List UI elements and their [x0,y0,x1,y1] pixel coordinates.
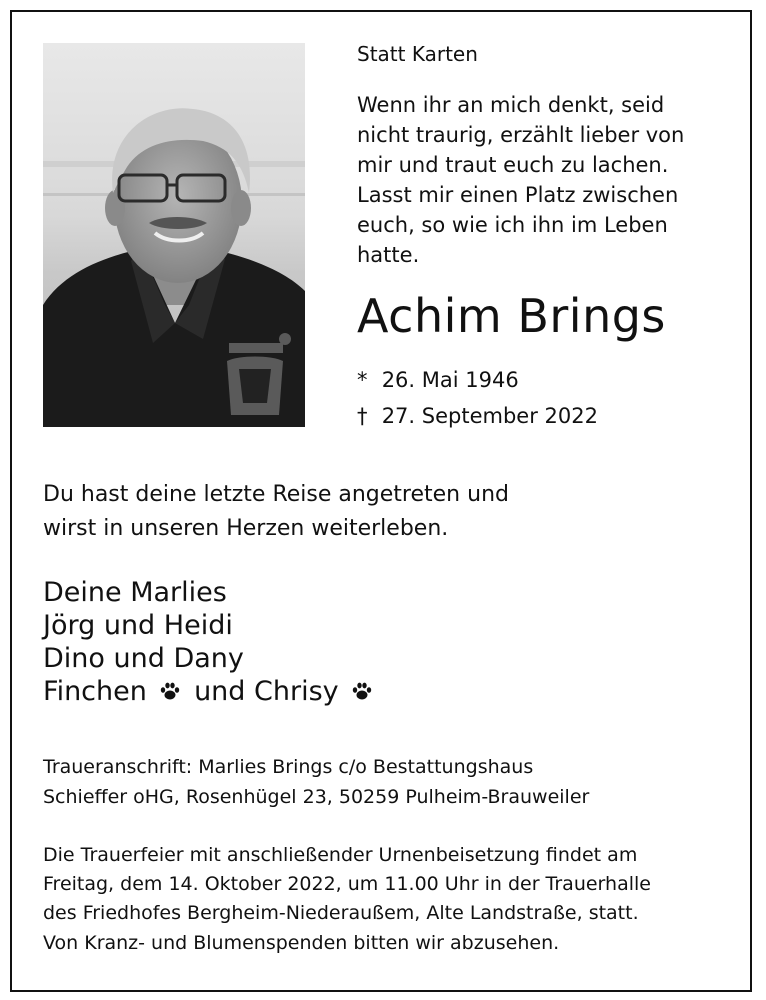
death-symbol: † [357,404,368,428]
wreath-note: Von Kranz- und Blumenspenden bitten wir abzusehen. [43,932,560,954]
birth-date-line [357,366,519,394]
mourner-line: Jörg und Heidi [43,610,233,641]
birth-date: 26. Mai 1946 [381,368,519,392]
mourning-address: Traueranschrift: Marlies Brings c/o Bestattungshaus Schieffer oHG, Rosenhügel 23, 50259 Pulheim-Brauweiler [43,756,590,808]
paw-print-icon [351,680,373,702]
portrait-photo [43,43,305,427]
death-date-line [357,402,598,430]
memorial-poem: Wenn ihr an mich denkt, seid nicht traurig, erzählt lieber von mir und traut euch zu lachen. Lasst mir einen Platz zwischen euch, so wie ich ihn im Leben hatte. [357,93,685,267]
service-info: Die Trauerfeier mit anschließender Urnenbeisetzung findet am Freitag, dem 14. Oktober 2022, um 11.00 Uhr in der Trauerhalle des Friedhofes Bergheim-Niederaußem, Alte Landstraße, statt. [43,844,651,924]
mourners-list [43,576,377,708]
birth-symbol: * [357,368,368,392]
header-note: Statt Karten [357,42,478,66]
farewell-text: Du hast deine letzte Reise angetreten und wirst in unseren Herzen weiterleben. [43,482,509,541]
mourner-line: Deine Marlies [43,577,227,608]
mourner-line: Dino und Dany [43,643,244,674]
mourner-line-pets [43,675,377,708]
deceased-name: Achim Brings [357,289,666,343]
pet-name: Finchen [43,676,147,707]
death-date: 27. September 2022 [381,404,598,428]
paw-print-icon [159,680,181,702]
pet-name: und Chrisy [194,676,339,707]
